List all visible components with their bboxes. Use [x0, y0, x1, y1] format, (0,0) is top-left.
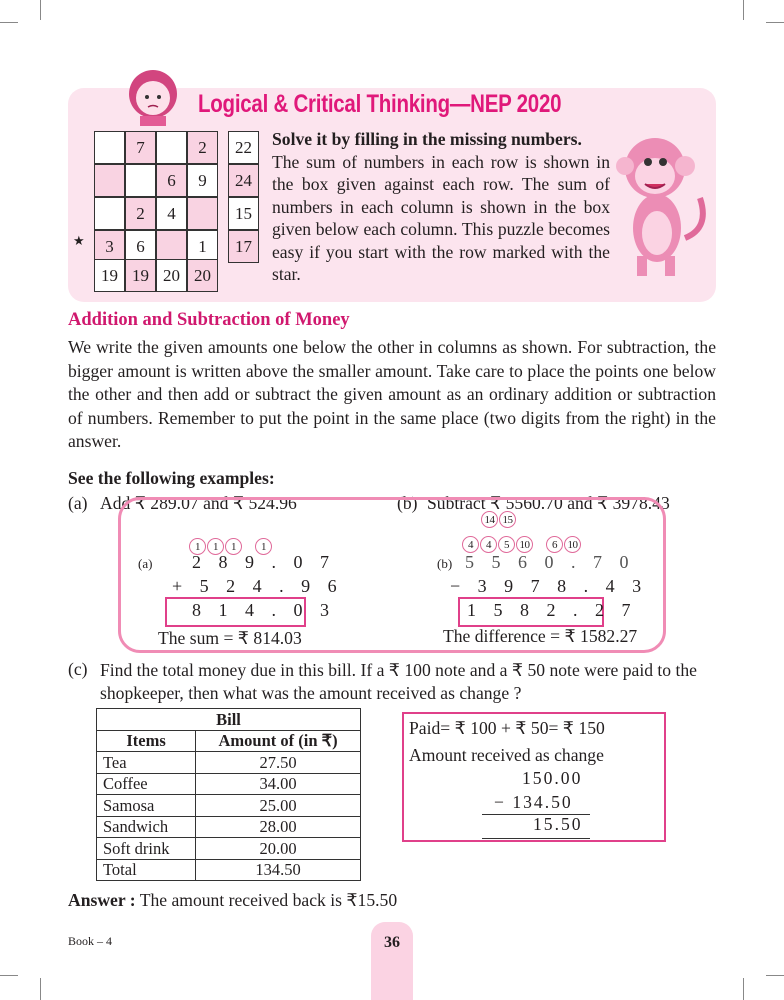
calc-line2: − 134.50	[494, 792, 573, 812]
carry: 1	[225, 538, 242, 555]
item-amount: 28.00	[196, 816, 361, 838]
section-paragraph: We write the given amounts one below the other in columns as shown. For subtraction, the bigger amount is written above the smaller amount. Take care to place the points one below the other and then add or subtract the given amount as an ordinary addition or subtraction of numbers. Remember to put the point in the same place (two digits from the right) in the answer.	[68, 337, 716, 452]
grid-cell	[94, 131, 125, 164]
item-amount: 20.00	[196, 838, 361, 860]
section-heading: Addition and Subtraction of Money	[68, 310, 350, 330]
crop-mark	[40, 0, 41, 20]
item-amount: 34.00	[196, 773, 361, 795]
item-name: Soft drink	[97, 838, 196, 860]
carry: 1	[255, 538, 272, 555]
grid-cell	[94, 197, 125, 230]
answer-label: Answer :	[68, 890, 136, 910]
grid-cell	[156, 131, 187, 164]
worked-a-line2: + 5 2 4 . 9 6	[172, 576, 344, 596]
borrow: 4	[480, 536, 497, 553]
page-number: 36	[384, 934, 400, 951]
column-sum-cell: 20	[156, 259, 187, 292]
item-name: Sandwich	[97, 816, 196, 838]
paid-text: Paid= ₹ 100 + ₹ 50= ₹ 150	[409, 718, 605, 738]
row-sum-cell: 15	[228, 197, 259, 230]
borrow-top	[481, 508, 517, 528]
crop-mark	[0, 975, 18, 976]
grid-cell: 2	[125, 197, 156, 230]
borrow: 14	[481, 511, 498, 528]
calc-result: 15.50	[533, 814, 583, 834]
row-sum-cell: 17	[228, 230, 259, 263]
column-sum-cell: 19	[94, 259, 125, 292]
borrow: 5	[498, 536, 515, 553]
row-sum-cell: 24	[228, 164, 259, 197]
crop-mark	[766, 975, 784, 976]
bill-row	[97, 859, 361, 881]
borrow: 15	[499, 511, 516, 528]
examples-label: See the following examples:	[68, 468, 275, 488]
book-label: Book – 4	[68, 934, 113, 948]
grid-cell	[187, 197, 218, 230]
grid-cell: 6	[156, 164, 187, 197]
item-name: Coffee	[97, 773, 196, 795]
puzzle-text: The sum of numbers in each row is shown in the box given against each row. The sum of numbers in each column is shown in the box given below each column. This puzzle becomes easy if you start with the row marked with the star.	[272, 151, 610, 284]
question-c-text: Find the total money due in this bill. If a ₹ 100 note and a ₹ 50 note were paid to the shopkeeper, then what was the amount received as change ?	[100, 660, 697, 703]
bill-title: Bill	[97, 709, 361, 731]
crop-mark	[0, 22, 18, 23]
carry: 1	[189, 538, 206, 555]
column-sum-cell: 20	[187, 259, 218, 292]
calc-rule	[482, 838, 590, 839]
crop-mark	[40, 978, 41, 1000]
change-label: Amount received as change	[409, 745, 604, 765]
borrow: 6	[546, 536, 563, 553]
puzzle-heading: Solve it by filling in the missing numbers.	[272, 129, 582, 149]
example-a-text: Add ₹ 289.07 and ₹ 524.96	[100, 493, 297, 513]
question-c-label: (c)	[68, 659, 88, 679]
col-header: Items	[97, 730, 196, 752]
grid-cell: 7	[125, 131, 156, 164]
thinking-girl-illustration	[122, 64, 184, 126]
grid-cell: 6	[125, 230, 156, 263]
carry: 1	[207, 538, 224, 555]
bill-row	[97, 838, 361, 860]
worked-b-line1: 5 5 6 0 . 7 0	[465, 552, 635, 572]
grid-cell: 3	[94, 230, 125, 263]
item-amount: 27.50	[196, 752, 361, 774]
crop-mark	[743, 0, 744, 20]
worked-b-summary: The difference = ₹ 1582.27	[443, 626, 638, 646]
answer-text: The amount received back is ₹15.50	[139, 890, 398, 910]
worked-b-line2: − 3 9 7 8 . 4 3	[450, 576, 648, 596]
item-amount: 25.00	[196, 795, 361, 817]
crop-mark	[766, 22, 784, 23]
column-sum-cell: 19	[125, 259, 156, 292]
item-name: Total	[97, 859, 196, 881]
borrow-digits	[462, 533, 582, 553]
monkey-illustration	[615, 128, 707, 278]
worked-a-result: 8 1 4 . 0 3	[192, 600, 336, 620]
item-name: Samosa	[97, 795, 196, 817]
crop-mark	[743, 978, 744, 1000]
row-sum-cell: 22	[228, 131, 259, 164]
answer	[68, 890, 397, 911]
grid-cell: 4	[156, 197, 187, 230]
bill-row	[97, 816, 361, 838]
star-icon: ★	[73, 234, 85, 249]
bill-table	[96, 708, 361, 881]
worked-b-result: 1 5 8 2 . 2 7	[467, 600, 637, 620]
bill-row	[97, 795, 361, 817]
example-a-label: (a)	[68, 493, 88, 513]
worked-a-summary: The sum = ₹ 814.03	[158, 628, 302, 648]
example-b-text: Subtract ₹ 5560.70 and ₹ 3978.43	[427, 493, 670, 513]
item-name: Tea	[97, 752, 196, 774]
grid-cell: 9	[187, 164, 218, 197]
grid-cell	[125, 164, 156, 197]
example-b-label: (b)	[397, 493, 418, 513]
col-header: Amount of (in ₹)	[196, 730, 361, 752]
borrow: 4	[462, 536, 479, 553]
worked-b-label: (b)	[437, 556, 453, 571]
grid-cell	[94, 164, 125, 197]
worked-a-line1: 2 8 9 . 0 7	[192, 552, 336, 572]
item-amount: 134.50	[196, 859, 361, 881]
worked-a-label: (a)	[138, 556, 153, 571]
grid-cell: 1	[187, 230, 218, 263]
activity-title: Logical & Critical Thinking—NEP 2020	[198, 90, 562, 118]
bill-row	[97, 773, 361, 795]
borrow: 10	[564, 536, 581, 553]
grid-cell: 2	[187, 131, 218, 164]
calc-line1: 150.00	[522, 768, 583, 788]
borrow: 10	[516, 536, 533, 553]
bill-row	[97, 752, 361, 774]
puzzle-instructions	[272, 128, 610, 286]
